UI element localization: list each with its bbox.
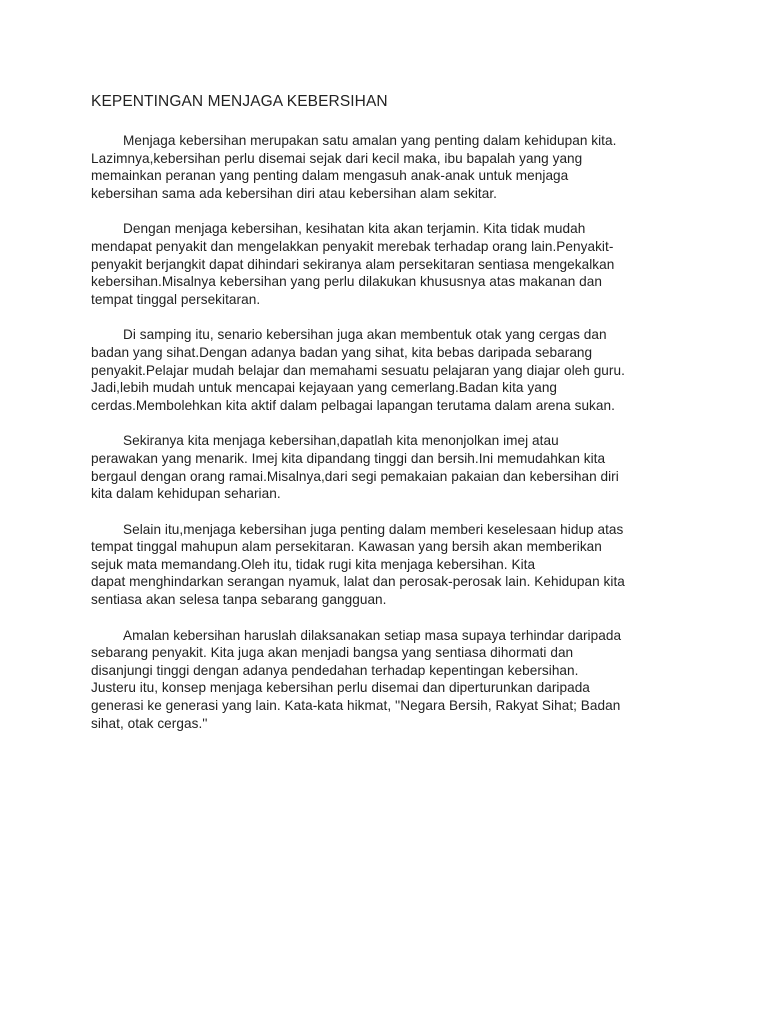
paragraph-line: kita dalam kehidupan seharian. <box>91 486 281 502</box>
paragraph-6 <box>91 627 691 733</box>
paragraph-line: memainkan peranan yang penting dalam mengasuh anak-anak untuk menjaga <box>91 168 569 184</box>
paragraph-line: perawakan yang menarik. Imej kita dipandang tinggi dan bersih.Ini memudahkan kita <box>91 450 606 466</box>
paragraph-2 <box>91 220 691 308</box>
paragraph-line: mendapat penyakit dan mengelakkan penyakit merebak terhadap orang lain.Penyakit- <box>91 238 614 254</box>
paragraph-4 <box>91 432 691 502</box>
paragraph-line: Amalan kebersihan haruslah dilaksanakan setiap masa supaya terhindar daripada <box>123 627 622 643</box>
paragraph-line: sejuk mata memandang.Oleh itu, tidak rugi kita menjaga kebersihan. Kita <box>91 556 536 572</box>
paragraph-3 <box>91 326 691 414</box>
paragraph-line: Di samping itu, senario kebersihan juga akan membentuk otak yang cergas dan <box>123 327 607 343</box>
paragraph-line: dapat menghindarkan serangan nyamuk, lalat dan perosak-perosak lain. Kehidupan kita <box>91 574 625 590</box>
paragraph-line: sebarang penyakit. Kita juga akan menjadi bangsa yang sentiasa dihormati dan <box>91 645 574 661</box>
paragraph-line: badan yang sihat.Dengan adanya badan yang sihat, kita bebas daripada sebarang <box>91 344 593 360</box>
paragraph-5 <box>91 521 691 609</box>
paragraph-line: disanjungi tinggi dengan adanya pendedahan terhadap kepentingan kebersihan. <box>91 662 579 678</box>
paragraph-line: penyakit.Pelajar mudah belajar dan memahami sesuatu pelajaran yang diajar oleh guru. <box>91 362 625 378</box>
paragraph-line: kebersihan sama ada kebersihan diri atau kebersihan alam sekitar. <box>91 185 498 201</box>
paragraph-line: Selain itu,menjaga kebersihan juga penting dalam memberi keselesaan hidup atas <box>123 521 624 537</box>
paragraph-line: Justeru itu, konsep menjaga kebersihan perlu disemai dan diperturunkan daripada <box>91 680 590 696</box>
paragraph-line: Lazimnya,kebersihan perlu disemai sejak dari kecil maka, ibu bapalah yang yang <box>91 150 583 166</box>
paragraph-line: tempat tinggal mahupun alam persekitaran. Kawasan yang bersih akan memberikan <box>91 539 602 555</box>
paragraph-line: bergaul dengan orang ramai.Misalnya,dari segi pemakaian pakaian dan kebersihan diri <box>91 468 619 484</box>
document-page <box>91 92 691 750</box>
paragraph-line: Sekiranya kita menjaga kebersihan,dapatlah kita menonjolkan imej atau <box>123 433 559 449</box>
paragraph-line: cerdas.Membolehkan kita aktif dalam pelbagai lapangan terutama dalam arena sukan. <box>91 397 615 413</box>
paragraph-line: kebersihan.Misalnya kebersihan yang perlu dilakukan khususnya atas makanan dan <box>91 274 602 290</box>
paragraph-line: generasi ke generasi yang lain. Kata-kata hikmat, ''Negara Bersih, Rakyat Sihat; Badan <box>91 698 621 714</box>
paragraph-line: sentiasa akan selesa tanpa sebarang gangguan. <box>91 592 387 608</box>
paragraph-line: Menjaga kebersihan merupakan satu amalan yang penting dalam kehidupan kita. <box>123 133 617 148</box>
document-title: KEPENTINGAN MENJAGA KEBERSIHAN <box>91 93 388 110</box>
paragraph-line: Dengan menjaga kebersihan, kesihatan kita akan terjamin. Kita tidak mudah <box>123 221 586 237</box>
paragraph-1 <box>91 132 691 202</box>
paragraph-line: Jadi,lebih mudah untuk mencapai kejayaan yang cemerlang.Badan kita yang <box>91 380 558 396</box>
paragraph-line: tempat tinggal persekitaran. <box>91 291 261 307</box>
paragraph-line: sihat, otak cergas.'' <box>91 715 208 731</box>
paragraph-line: penyakit berjangkit dapat dihindari sekiranya alam persekitaran sentiasa mengekalkan <box>91 256 615 272</box>
